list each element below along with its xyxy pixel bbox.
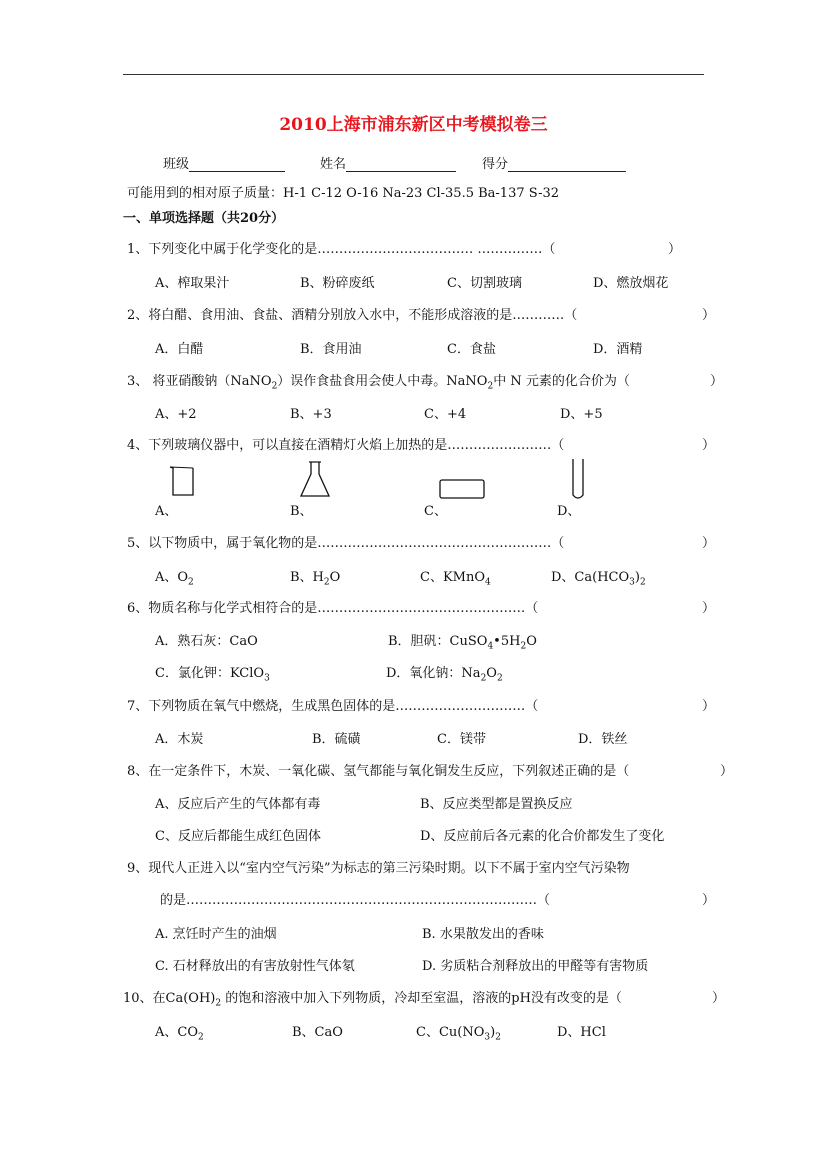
q6-option-b: B．胆矾：$CuSO_4•5H_2O$ — [388, 634, 537, 652]
q9-option-a: A. 烹饪时产生的油烟 — [155, 927, 277, 942]
q10-option-c: C、$Cu(NO_3)_2$ — [416, 1025, 501, 1043]
q1-option-d: D、燃放烟花 — [593, 276, 669, 291]
question-10 — [123, 987, 622, 1009]
q7-option-c: C．镁带 — [437, 732, 486, 747]
q9-option-b: B. 水果散发出的香味 — [422, 927, 544, 942]
page-title: 2010上海市浦东新区中考模拟卷三 — [279, 115, 548, 135]
q4-option-d: D、 — [557, 504, 581, 519]
q8-option-b: B、反应类型都是置换反应 — [420, 797, 573, 812]
q1-option-b: B、粉碎废纸 — [300, 276, 375, 291]
conical-flask-icon — [298, 460, 332, 500]
question-4: 4、下列玻璃仪器中，可以直接在酒精灯火焰上加热的是……………………（ — [127, 438, 565, 453]
q3-text-post: 中 N 元素的化合价为（ — [493, 374, 630, 389]
question-3 — [127, 370, 630, 392]
question-2: 2、将白醋、食用油、食盐、酒精分别放入水中，不能形成溶液的是…………（ — [127, 308, 578, 323]
name-field — [320, 153, 456, 172]
q10-text-post: 的饱和溶液中加入下列物质，冷却至室温，溶液的pH没有改变的是（ — [221, 991, 622, 1006]
q10-option-d: D、HCl — [557, 1025, 606, 1040]
q9-option-c: C. 石材释放出的有害放射性气体氡 — [155, 959, 355, 974]
answer-paren-1: ） — [668, 242, 682, 257]
q3-sub-1: 2 — [271, 381, 278, 392]
question-8: 8、在一定条件下，木炭、一氧化碳、氢气都能与氧化铜发生反应，下列叙述正确的是（ — [127, 764, 630, 779]
question-5: 5、以下物质中，属于氧化物的是………………………………………………（ — [127, 536, 565, 551]
question-9-line-1: 9、现代人正进入以“室内空气污染”为标志的第三污染时期。以下不属于室内空气污染物 — [127, 861, 630, 876]
q10-sub: 2 — [215, 998, 222, 1009]
q6-option-d: D．氧化钠：$Na_2O_2$ — [386, 666, 503, 684]
score-label: 得分 — [482, 157, 509, 172]
answer-paren-6: ） — [702, 601, 716, 616]
q3-option-a: A、+2 — [155, 407, 197, 422]
q3-option-d: D、+5 — [560, 407, 603, 422]
q3-option-c: C、+4 — [424, 407, 467, 422]
q2-option-c: C．食盐 — [447, 342, 496, 357]
q3-sub-2: 2 — [487, 381, 494, 392]
q1-option-c: C、切割玻璃 — [447, 276, 522, 291]
header-rule — [123, 74, 704, 75]
question-7: 7、下列物质在氧气中燃烧，生成黑色固体的是…………………………（ — [127, 699, 539, 714]
q5-option-d: D、$Ca(HCO_3)_2$ — [551, 570, 646, 588]
q5-option-c: C、KMnO$_4$ — [420, 570, 491, 588]
q4-option-c: C、 — [424, 504, 447, 519]
class-field — [163, 153, 285, 172]
score-blank — [508, 157, 626, 172]
q10-option-a: A、$CO_2$ — [155, 1025, 204, 1043]
q5-option-a: A、$O_2$ — [155, 570, 194, 588]
evaporating-dish-icon — [438, 478, 486, 500]
q6-option-c: C．氯化钾：KClO$_3$ — [155, 666, 270, 684]
q2-option-d: D．酒精 — [593, 342, 643, 357]
q7-option-d: D．铁丝 — [578, 732, 628, 747]
answer-paren-2: ） — [702, 308, 716, 323]
test-tube-icon — [570, 457, 586, 503]
name-label: 姓名 — [320, 157, 347, 172]
question-9-line-2: 的是………………………………………………………………………（ — [160, 893, 551, 908]
q3-text-mid: ）误作食盐食用会使人中毒。NaNO — [277, 374, 488, 389]
answer-paren-3: ） — [710, 374, 724, 389]
q10-option-b: B、CaO — [292, 1025, 343, 1040]
beaker-icon — [168, 464, 198, 498]
q4-option-b: B、 — [290, 504, 313, 519]
answer-paren-5: ） — [702, 536, 716, 551]
class-blank — [189, 157, 285, 172]
q3-text-pre: 3、 将亚硝酸钠（NaNO — [127, 374, 272, 389]
q1-option-a: A、榨取果汁 — [155, 276, 230, 291]
q7-option-b: B．硫磺 — [312, 732, 361, 747]
q9-option-d: D. 劣质粘合剂释放出的甲醛等有害物质 — [422, 959, 649, 974]
q4-option-a: A、 — [155, 504, 178, 519]
q2-option-b: B．食用油 — [300, 342, 362, 357]
answer-paren-10: ） — [712, 991, 726, 1006]
q5-option-b: B、$H_2O$ — [290, 570, 341, 588]
q10-text-pre: 10、在Ca(OH) — [123, 991, 216, 1006]
atomic-masses: 可能用到的相对原子质量：H-1 C-12 O-16 Na-23 Cl-35.5 Ba-137 S-32 — [127, 186, 560, 201]
question-6: 6、物质名称与化学式相符合的是…………………………………………（ — [127, 601, 539, 616]
q3-option-b: B、+3 — [290, 407, 332, 422]
q8-option-c: C、反应后都能生成红色固体 — [155, 829, 321, 844]
class-label: 班级 — [163, 157, 190, 172]
question-1: 1、下列变化中属于化学变化的是……………………………… ……………（ — [127, 242, 556, 257]
score-field — [482, 153, 626, 172]
q8-option-d: D、反应前后各元素的化合价都发生了变化 — [420, 829, 665, 844]
answer-paren-8: ） — [720, 764, 734, 779]
q7-option-a: A．木炭 — [155, 732, 204, 747]
section-heading: 一、单项选择题（共20分） — [123, 211, 285, 226]
answer-paren-9: ） — [702, 893, 716, 908]
name-blank — [346, 157, 456, 172]
q6-option-a: A．熟石灰：CaO — [155, 634, 258, 649]
q8-option-a: A、反应后产生的气体都有毒 — [155, 797, 321, 812]
q2-option-a: A．白醋 — [155, 342, 204, 357]
answer-paren-7: ） — [702, 699, 716, 714]
answer-paren-4: ） — [702, 438, 716, 453]
